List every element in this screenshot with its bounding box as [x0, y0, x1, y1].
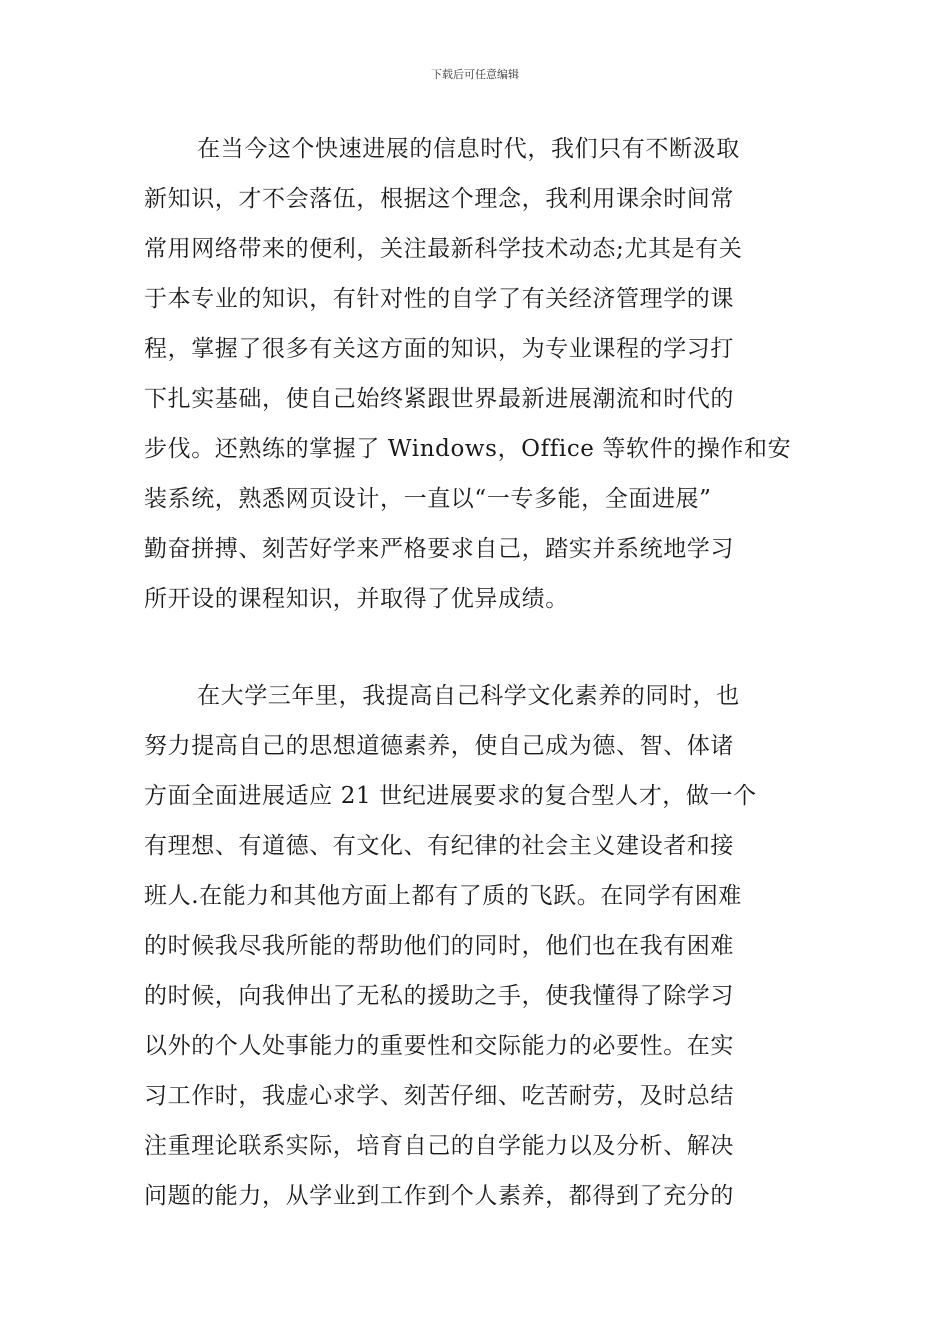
text-line: 努力提高自己的思想道德素养，使自己成为德、智、体诸 — [144, 733, 734, 759]
text-line: 所开设的课程知识，并取得了优异成绩。 — [144, 586, 569, 612]
text-line: 班人.在能力和其他方面上都有了质的飞跃。在同学有困难 — [144, 883, 742, 909]
text-line: 在当今这个快速进展的信息时代，我们只有不断汲取 — [197, 136, 740, 162]
text-line: 新知识，才不会落伍，根据这个理念，我利用课余时间常 — [144, 186, 734, 212]
text-line: 勤奋拼搏、刻苦好学来严格要求自己，踏实并系统地学习 — [144, 536, 734, 562]
paragraph-2 — [144, 671, 812, 1221]
text-line: 的时候我尽我所能的帮助他们的同时，他们也在我有困难 — [144, 933, 734, 959]
text-line: 问题的能力，从学业到工作到个人素养，都得到了充分的 — [144, 1183, 734, 1209]
paragraph-1 — [144, 124, 812, 624]
text-line: 方面全面进展适应 21 世纪进展要求的复合型人才，做一个 — [144, 783, 757, 809]
text-line: 的时候，向我伸出了无私的援助之手，使我懂得了除学习 — [144, 983, 734, 1009]
text-line: 步伐。还熟练的掌握了 Windows，Office 等软件的操作和安 — [144, 436, 792, 462]
text-line: 在大学三年里，我提高自己科学文化素养的同时，也 — [197, 683, 740, 709]
text-line: 下扎实基础，使自己始终紧跟世界最新进展潮流和时代的 — [144, 386, 734, 412]
text-line: 有理想、有道德、有文化、有纪律的社会主义建设者和接 — [144, 833, 734, 859]
text-line: 习工作时，我虚心求学、刻苦仔细、吃苦耐劳，及时总结 — [144, 1083, 734, 1109]
text-line: 于本专业的知识，有针对性的自学了有关经济管理学的课 — [144, 286, 734, 312]
text-line: 常用网络带来的便利，关注最新科学技术动态;尤其是有关 — [144, 236, 743, 262]
text-line: 程，掌握了很多有关这方面的知识，为专业课程的学习打 — [144, 336, 734, 362]
text-line: 注重理论联系实际，培育自己的自学能力以及分析、解决 — [144, 1133, 734, 1159]
text-line: 以外的个人处事能力的重要性和交际能力的必要性。在实 — [144, 1033, 734, 1059]
page-header: 下载后可任意编辑 — [431, 68, 519, 81]
text-line: 装系统，熟悉网页设计，一直以“一专多能，全面进展” — [144, 486, 712, 512]
